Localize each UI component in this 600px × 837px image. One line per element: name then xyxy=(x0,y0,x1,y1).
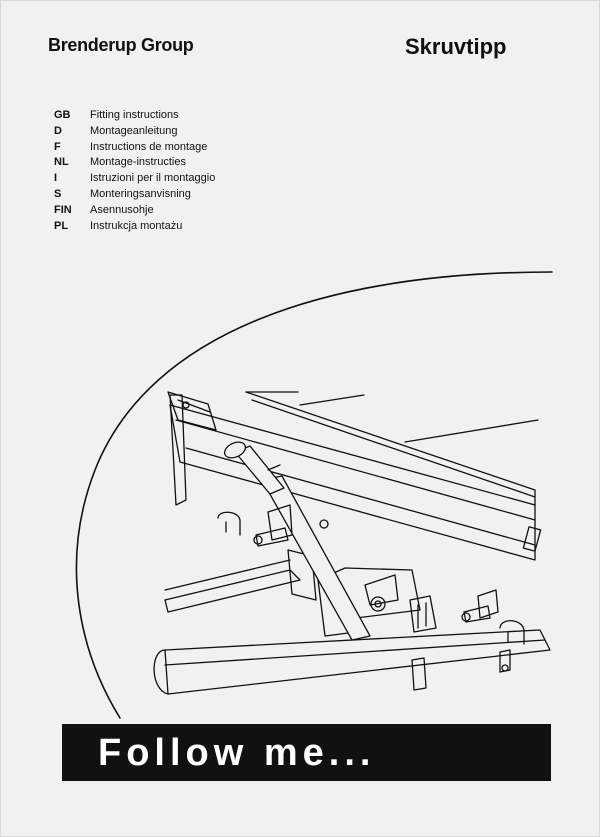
screw-jack xyxy=(262,476,370,640)
language-code: PL xyxy=(54,219,69,232)
language-item xyxy=(54,219,215,235)
language-code: NL xyxy=(54,156,69,169)
trailer-screw-tipper-icon xyxy=(0,260,600,730)
language-code: D xyxy=(54,124,62,137)
chassis-rail xyxy=(165,570,300,612)
language-title: Instructions de montage xyxy=(90,140,208,153)
language-code: F xyxy=(54,140,61,153)
banner-text: Follow me... xyxy=(98,732,376,774)
language-title: Instrukcja montażu xyxy=(90,219,183,232)
language-item xyxy=(54,124,215,140)
language-item xyxy=(54,203,215,219)
language-title: Monteringsanvisning xyxy=(90,187,191,200)
language-title: Montage-instructies xyxy=(90,156,186,169)
frame-arc xyxy=(76,272,552,718)
language-code: S xyxy=(54,187,62,200)
language-code: I xyxy=(54,172,58,185)
language-code: FIN xyxy=(54,203,72,216)
brand-name: Brenderup Group xyxy=(48,35,194,55)
language-title: Istruzioni per il montaggio xyxy=(90,172,216,185)
language-code: GB xyxy=(54,109,71,121)
language-list xyxy=(54,108,215,234)
language-item xyxy=(54,108,215,124)
language-title: Asennusohje xyxy=(90,203,154,216)
language-title: Montageanleitung xyxy=(90,124,178,137)
language-item xyxy=(54,187,215,203)
language-item xyxy=(54,171,215,187)
language-item xyxy=(54,140,215,156)
language-item xyxy=(54,155,215,171)
product-title: Skruvtipp xyxy=(405,34,507,59)
language-title: Fitting instructions xyxy=(90,109,179,121)
